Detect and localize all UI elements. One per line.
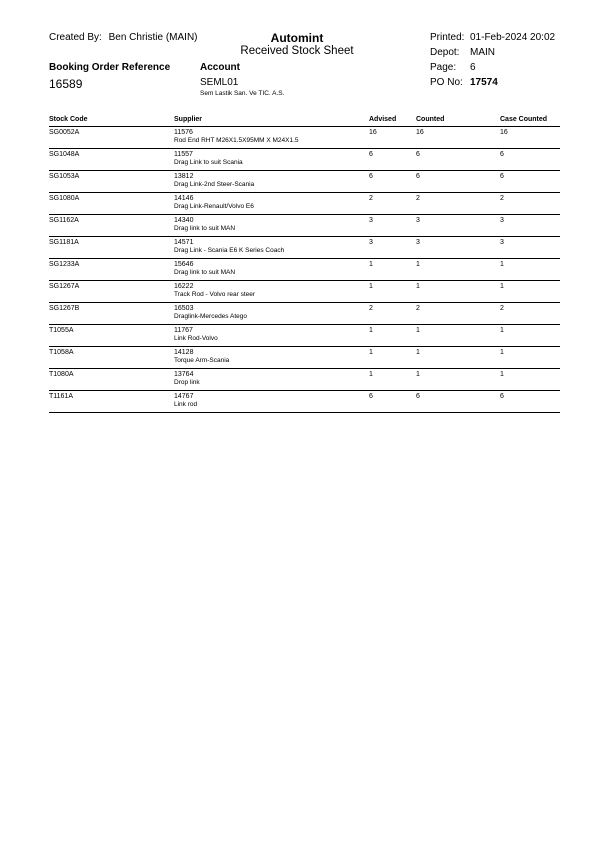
- sheet-title: Received Stock Sheet: [240, 45, 354, 57]
- counted-cell: 6: [416, 393, 420, 400]
- stock-code-cell: SG1080A: [49, 195, 80, 202]
- advised-cell: 6: [369, 393, 373, 400]
- counted-cell: 6: [416, 173, 420, 180]
- supplier-code-cell: 11557: [174, 151, 193, 158]
- stock-code-cell: SG1267B: [49, 305, 80, 312]
- depot-label: Depot:: [430, 47, 460, 58]
- col-advised: Advised: [369, 116, 397, 123]
- company-name: Automint: [270, 31, 324, 45]
- account-label: Account: [200, 62, 240, 73]
- case-counted-cell: 1: [500, 371, 504, 378]
- description-cell: Drag Link-Renault/Volvo E6: [174, 203, 254, 210]
- case-counted-cell: 3: [500, 217, 504, 224]
- table-row: [49, 369, 560, 391]
- supplier-code-cell: 11767: [174, 327, 193, 334]
- advised-cell: 3: [369, 217, 373, 224]
- supplier-code-cell: 16503: [174, 305, 194, 312]
- table-row: [49, 347, 560, 369]
- table-row: [49, 193, 560, 215]
- case-counted-cell: 6: [500, 151, 504, 158]
- counted-cell: 1: [416, 371, 420, 378]
- description-cell: Drag Link to suit Scania: [174, 159, 243, 166]
- created-by: [49, 32, 198, 43]
- account-name: Sem Lastik San. Ve TIC. A.S.: [200, 90, 285, 97]
- page-number: 6: [470, 62, 476, 73]
- description-cell: Drop link: [174, 379, 200, 386]
- description-cell: Link rod: [174, 401, 198, 408]
- po-value: 17574: [470, 77, 498, 88]
- table-row: [49, 149, 560, 171]
- counted-cell: 3: [416, 217, 420, 224]
- stock-code-cell: T1058A: [49, 349, 74, 356]
- stock-code-cell: SG1267A: [49, 283, 80, 290]
- advised-cell: 1: [369, 283, 373, 290]
- advised-cell: 2: [369, 195, 373, 202]
- case-counted-cell: 1: [500, 283, 504, 290]
- table-row: [49, 215, 560, 237]
- table-body: [49, 127, 560, 413]
- stock-code-cell: SG0052A: [49, 129, 80, 136]
- advised-cell: 6: [369, 173, 373, 180]
- created-by-value: Ben Christie (MAIN): [108, 32, 198, 43]
- supplier-code-cell: 11576: [174, 129, 193, 136]
- po-label: PO No:: [430, 77, 463, 88]
- printed-value: 01-Feb-2024 20:02: [470, 32, 556, 43]
- case-counted-cell: 2: [500, 305, 504, 312]
- supplier-code-cell: 14128: [174, 349, 194, 356]
- stock-code-cell: SG1162A: [49, 217, 79, 224]
- counted-cell: 6: [416, 151, 420, 158]
- case-counted-cell: 3: [500, 239, 504, 246]
- stock-table: [49, 114, 560, 413]
- stock-code-cell: SG1053A: [49, 173, 80, 180]
- table-row: [49, 391, 560, 413]
- advised-cell: 1: [369, 261, 373, 268]
- description-cell: Torque Arm-Scania: [174, 357, 230, 364]
- table-row: [49, 325, 560, 347]
- supplier-code-cell: 16222: [174, 283, 194, 290]
- counted-cell: 1: [416, 283, 420, 290]
- stock-code-cell: SG1181A: [49, 239, 79, 246]
- counted-cell: 3: [416, 239, 420, 246]
- account-code: SEML01: [200, 77, 239, 88]
- advised-cell: 3: [369, 239, 373, 246]
- counted-cell: 1: [416, 261, 420, 268]
- page-label: Page:: [430, 62, 457, 73]
- case-counted-cell: 16: [500, 129, 508, 136]
- stock-code-cell: T1055A: [49, 327, 74, 334]
- col-stock-code: Stock Code: [49, 116, 88, 123]
- created-by-label: Created By:: [49, 32, 102, 43]
- stock-code-cell: T1161A: [49, 393, 73, 400]
- description-cell: Rod End RHT M26X1.5X95MM X M24X1.5: [174, 137, 299, 144]
- stock-code-cell: T1080A: [49, 371, 74, 378]
- counted-cell: 1: [416, 349, 420, 356]
- table-header: [49, 114, 560, 127]
- printed-label: Printed:: [430, 32, 465, 43]
- supplier-code-cell: 14571: [174, 239, 194, 246]
- case-counted-cell: 6: [500, 393, 504, 400]
- description-cell: Drag link to suit MAN: [174, 269, 236, 276]
- description-cell: Drag link to suit MAN: [174, 225, 236, 232]
- advised-cell: 6: [369, 151, 373, 158]
- case-counted-cell: 1: [500, 327, 504, 334]
- supplier-code-cell: 14340: [174, 217, 194, 224]
- supplier-code-cell: 13812: [174, 173, 194, 180]
- table-row: [49, 127, 560, 149]
- table-row: [49, 303, 560, 325]
- table-row: [49, 281, 560, 303]
- supplier-code-cell: 15646: [174, 261, 194, 268]
- table-row: [49, 237, 560, 259]
- counted-cell: 1: [416, 327, 420, 334]
- supplier-code-cell: 13764: [174, 371, 194, 378]
- supplier-code-cell: 14146: [174, 195, 194, 202]
- counted-cell: 2: [416, 195, 420, 202]
- table-row: [49, 259, 560, 281]
- description-cell: Link Rod-Volvo: [174, 335, 218, 342]
- case-counted-cell: 1: [500, 349, 504, 356]
- counted-cell: 16: [416, 129, 424, 136]
- stock-code-cell: SG1233A: [49, 261, 80, 268]
- col-case-counted: Case Counted: [500, 116, 548, 123]
- supplier-code-cell: 14767: [174, 393, 194, 400]
- table-row: [49, 171, 560, 193]
- description-cell: Drag Link-2nd Steer-Scania: [174, 181, 255, 188]
- col-counted: Counted: [416, 116, 445, 123]
- case-counted-cell: 2: [500, 195, 504, 202]
- advised-cell: 16: [369, 129, 377, 136]
- description-cell: Track Rod - Volvo rear steer: [174, 291, 256, 298]
- booking-value: 16589: [49, 77, 83, 91]
- col-supplier: Supplier: [174, 116, 203, 123]
- case-counted-cell: 1: [500, 261, 504, 268]
- advised-cell: 1: [369, 327, 373, 334]
- booking-label: Booking Order Reference: [49, 62, 171, 73]
- advised-cell: 2: [369, 305, 373, 312]
- description-cell: Draglink-Mercedes Atego: [174, 313, 247, 320]
- stock-code-cell: SG1048A: [49, 151, 80, 158]
- advised-cell: 1: [369, 371, 373, 378]
- depot-value: MAIN: [470, 47, 495, 58]
- counted-cell: 2: [416, 305, 420, 312]
- case-counted-cell: 6: [500, 173, 504, 180]
- advised-cell: 1: [369, 349, 373, 356]
- description-cell: Drag Link - Scania E6 K Series Coach: [174, 247, 285, 254]
